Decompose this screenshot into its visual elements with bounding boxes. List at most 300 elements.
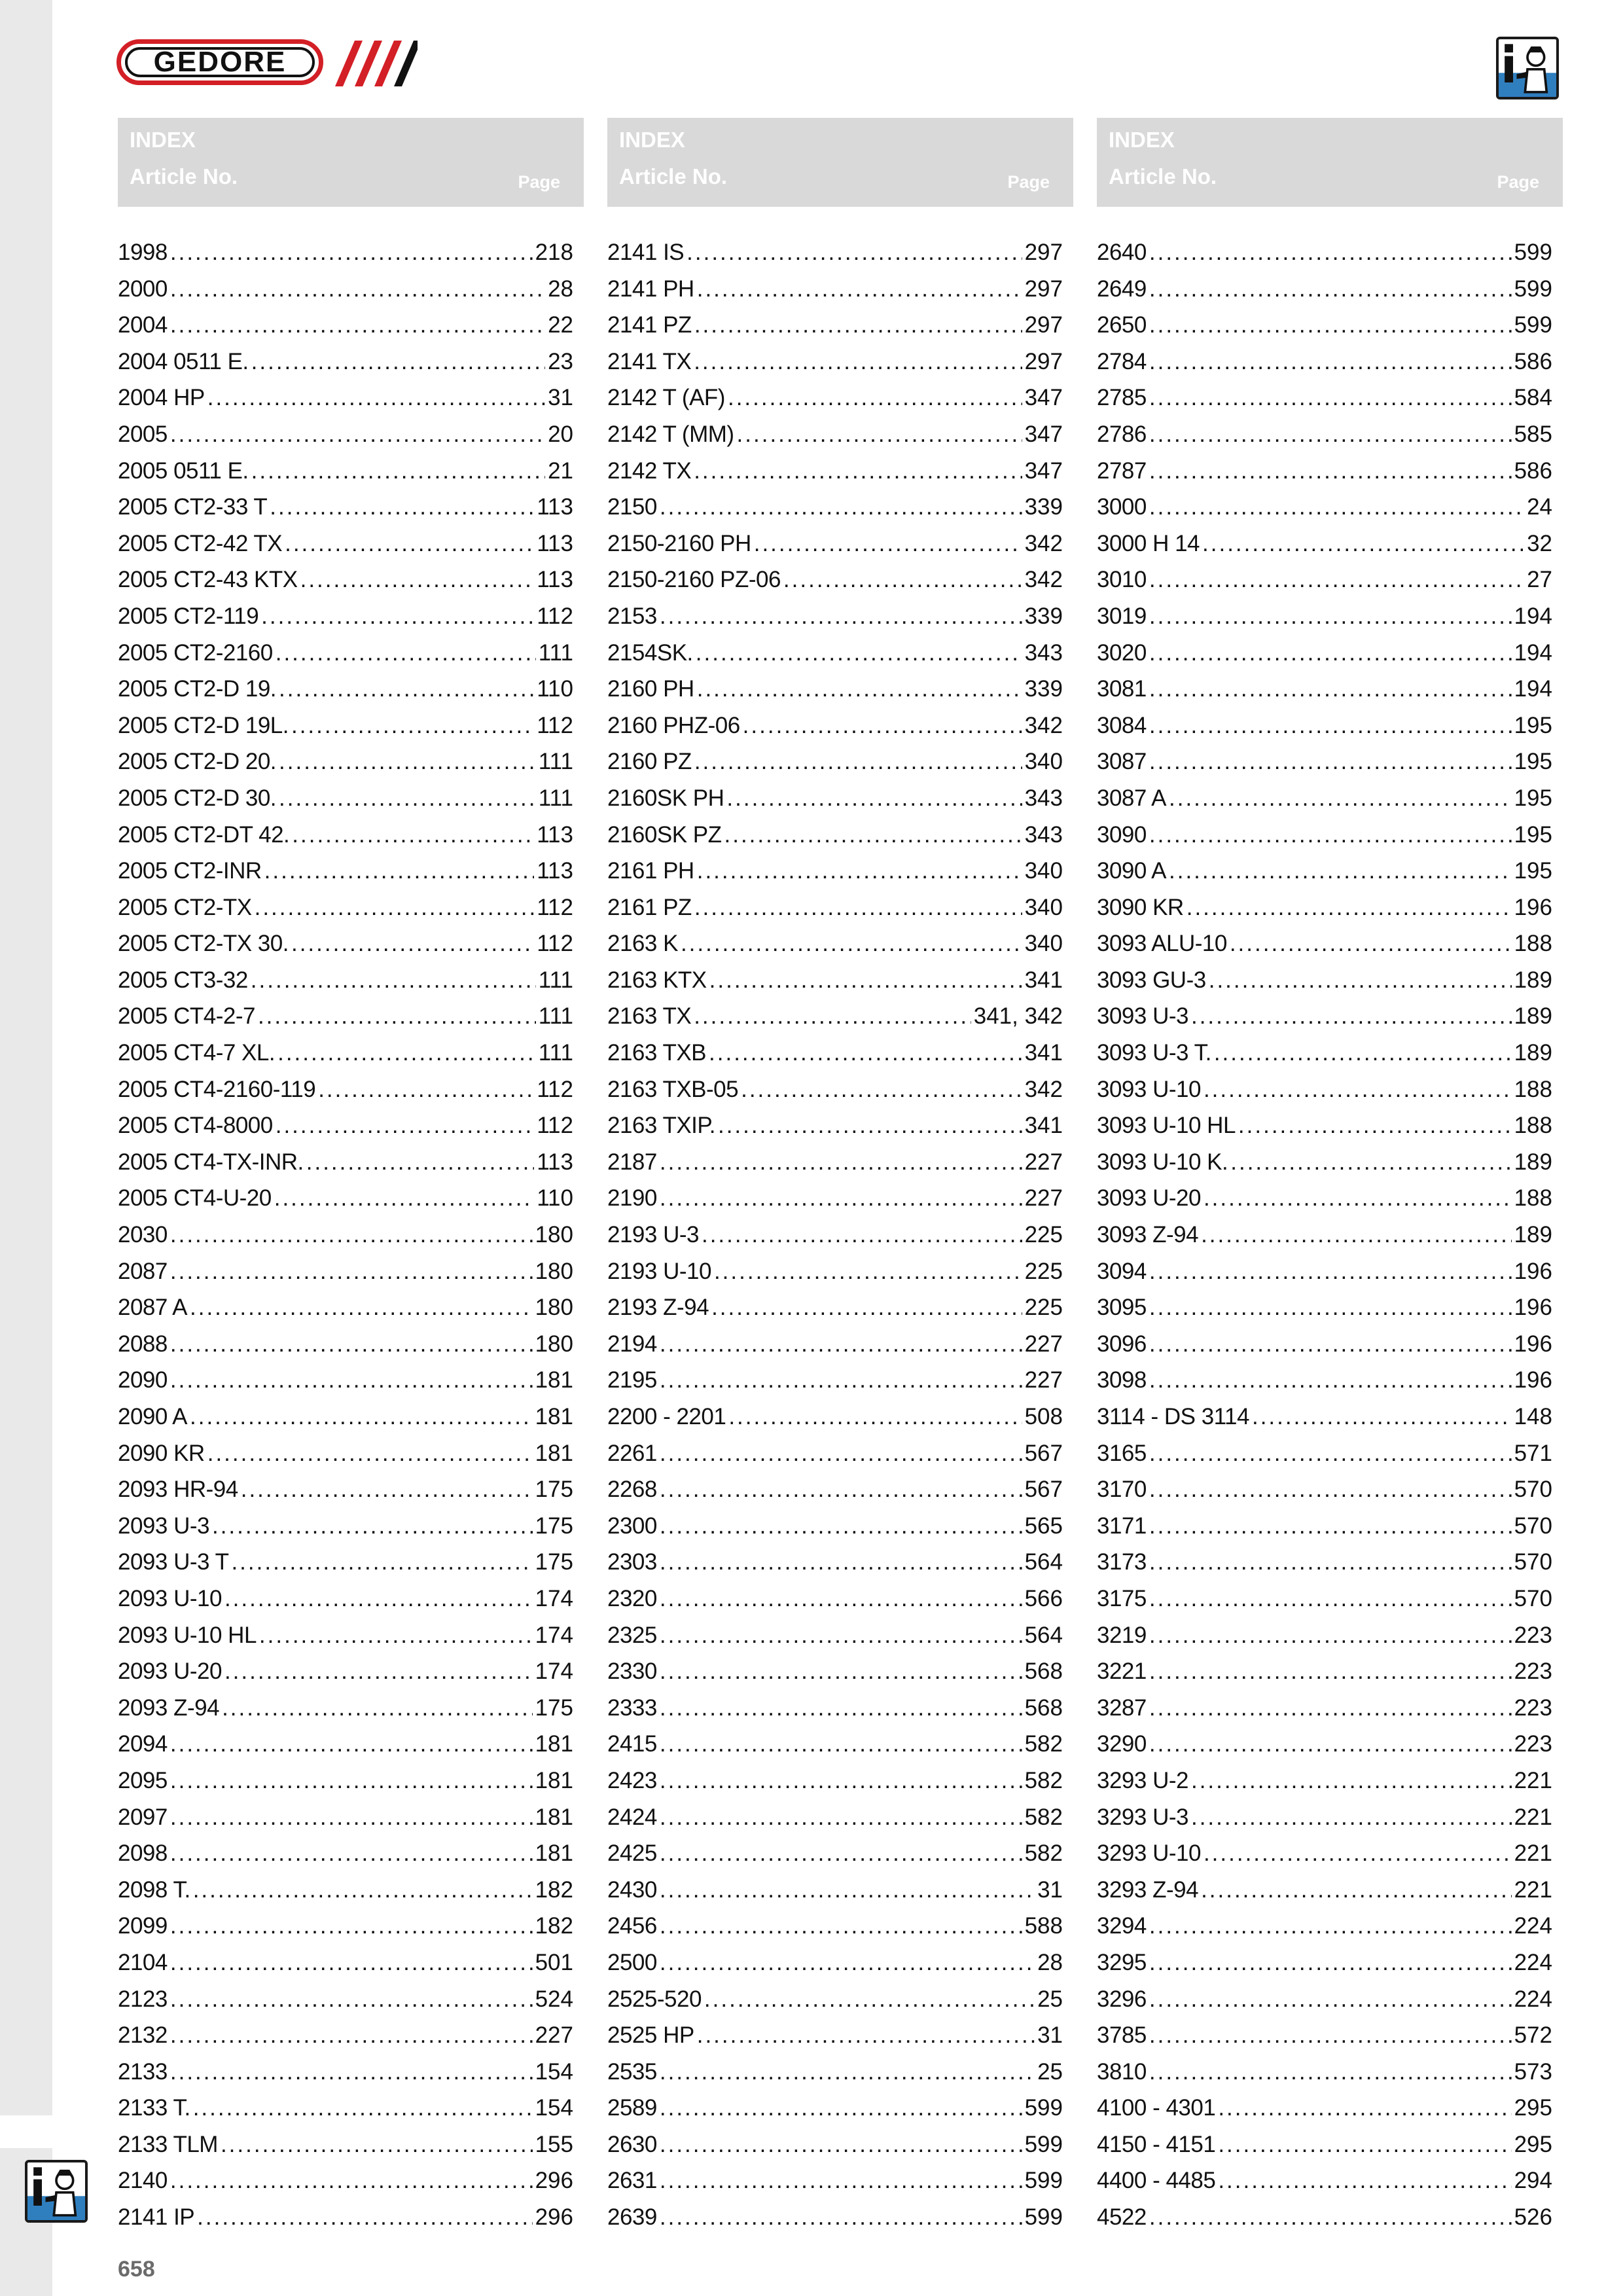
- index-entry: [118, 925, 584, 962]
- page-reference: 570: [1514, 1549, 1552, 1575]
- index-entry: [607, 1289, 1073, 1326]
- article-number: 2193 Z-94: [607, 1295, 709, 1321]
- page-reference: 21: [548, 457, 573, 484]
- page-reference: 195: [1514, 712, 1552, 738]
- dot-leader: [660, 1835, 1022, 1872]
- page-reference: 189: [1514, 1003, 1552, 1030]
- index-entry: [1097, 1763, 1563, 1799]
- header-index-label: INDEX: [1109, 128, 1175, 152]
- dot-leader: [193, 1872, 533, 1909]
- dot-leader: [694, 453, 1022, 490]
- page-reference: 20: [548, 421, 573, 447]
- article-number: 2098: [118, 1840, 168, 1867]
- dot-leader: [681, 925, 1022, 962]
- page-reference: 113: [537, 821, 573, 848]
- index-entry: [118, 307, 584, 344]
- dot-leader: [207, 1435, 533, 1472]
- dot-leader: [1218, 2126, 1511, 2163]
- page-reference: 582: [1024, 1804, 1063, 1830]
- article-number: 3293 Z-94: [1097, 1876, 1199, 1903]
- article-number: 2786: [1097, 421, 1147, 447]
- page-reference: 221: [1514, 1767, 1552, 1793]
- dot-leader: [728, 380, 1022, 416]
- article-number: 2142 T (MM): [607, 421, 734, 447]
- dot-leader: [1149, 635, 1512, 672]
- page-reference: 223: [1514, 1695, 1552, 1721]
- page-reference: 111: [538, 1003, 573, 1030]
- article-number: 2303: [607, 1549, 657, 1575]
- index-entry: [607, 1653, 1073, 1690]
- page-reference: 564: [1024, 1622, 1063, 1648]
- article-number: 2415: [607, 1731, 657, 1757]
- dot-leader: [660, 2199, 1022, 2236]
- dot-leader: [1149, 453, 1512, 490]
- article-number: 2150-2160 PH: [607, 530, 751, 556]
- article-number: 2133: [118, 2058, 168, 2085]
- article-number: 2163 TXIP.: [607, 1113, 715, 1139]
- page-reference: 599: [1024, 2168, 1063, 2194]
- article-number: 4100 - 4301: [1097, 2095, 1216, 2121]
- dot-leader: [212, 1508, 533, 1545]
- index-entry: [1097, 1071, 1563, 1108]
- page-reference: 599: [1024, 2095, 1063, 2121]
- dot-leader: [279, 780, 536, 817]
- page-reference: 110: [537, 676, 573, 702]
- info-person-icon: [25, 2160, 88, 2223]
- index-entry: [1097, 1945, 1563, 1981]
- index-entry: [607, 1763, 1073, 1799]
- index-entry: [607, 526, 1073, 562]
- page-reference: 195: [1514, 785, 1552, 811]
- article-number: 3090 A: [1097, 858, 1166, 884]
- article-number: 2423: [607, 1767, 657, 1793]
- page-reference: 342: [1024, 712, 1063, 738]
- index-entry: [607, 416, 1073, 453]
- article-number: 2649: [1097, 276, 1147, 302]
- index-entry: [607, 2199, 1073, 2236]
- article-number: 2005 CT2-119: [118, 603, 259, 629]
- page-reference: 570: [1514, 1513, 1552, 1539]
- page-reference: 189: [1514, 1149, 1552, 1175]
- article-number: 3294: [1097, 1913, 1147, 1939]
- page-reference: 154: [535, 2095, 573, 2121]
- page-reference: 196: [1514, 894, 1552, 920]
- index-entry: [118, 1107, 584, 1144]
- index-entry: [118, 1508, 584, 1545]
- article-number: 3293 U-10: [1097, 1840, 1201, 1867]
- dot-leader: [694, 344, 1022, 380]
- index-entry: [1097, 817, 1563, 853]
- page-reference: 599: [1514, 276, 1552, 302]
- page-reference: 195: [1514, 749, 1552, 775]
- page-reference: 196: [1514, 1367, 1552, 1393]
- dot-leader: [1204, 1835, 1512, 1872]
- dot-leader: [291, 925, 534, 962]
- dot-leader: [251, 962, 536, 999]
- article-number: 2005 CT4-8000: [118, 1113, 273, 1139]
- dot-leader: [276, 635, 536, 672]
- page-reference: 599: [1514, 240, 1552, 265]
- index-entry: [118, 344, 584, 380]
- article-number: 2163 TX: [607, 1003, 692, 1030]
- article-number: 2160 PZ: [607, 749, 692, 775]
- dot-leader: [1149, 1945, 1512, 1981]
- index-entry: [118, 2199, 584, 2236]
- dot-leader: [170, 271, 545, 308]
- dot-leader: [694, 889, 1022, 926]
- page-reference: 181: [535, 1840, 573, 1867]
- dot-leader: [1238, 1107, 1512, 1144]
- article-number: 2535: [607, 2058, 657, 2085]
- page-reference: 25: [1037, 2058, 1063, 2085]
- dot-leader: [170, 2162, 533, 2199]
- index-entry: [1097, 526, 1563, 562]
- page-reference: 196: [1514, 1258, 1552, 1284]
- dot-leader: [170, 1326, 533, 1363]
- index-entry: [118, 2054, 584, 2090]
- index-entry: [607, 671, 1073, 708]
- index-entry: [1097, 1471, 1563, 1508]
- index-header: [118, 118, 584, 207]
- dot-leader: [224, 1653, 533, 1690]
- index-entries: [118, 234, 584, 2236]
- dot-leader: [279, 744, 536, 780]
- article-number: 2005 CT2-D 30.: [118, 785, 277, 811]
- index-entries: [1097, 234, 1563, 2236]
- index-entry: [607, 1071, 1073, 1108]
- header-index-label: INDEX: [130, 128, 196, 152]
- page-reference: 347: [1024, 457, 1063, 484]
- article-number: 2425: [607, 1840, 657, 1867]
- page-reference: 567: [1024, 1477, 1063, 1503]
- article-number: 2195: [607, 1367, 657, 1393]
- dot-leader: [660, 1945, 1035, 1981]
- page-reference: 112: [537, 1113, 573, 1139]
- article-number: 3175: [1097, 1585, 1147, 1611]
- article-number: 2005 CT4-2-7: [118, 1003, 255, 1030]
- dot-leader: [170, 1908, 533, 1945]
- index-entry: [607, 1945, 1073, 1981]
- page-reference: 175: [535, 1477, 573, 1503]
- page-number: 658: [118, 2257, 155, 2282]
- index-entry: [118, 1544, 584, 1581]
- header-index-label: INDEX: [619, 128, 685, 152]
- article-number: 2141 TX: [607, 348, 692, 374]
- article-number: 3084: [1097, 712, 1147, 738]
- article-number: 2005 CT4-7 XL.: [118, 1040, 276, 1066]
- dot-leader: [241, 1471, 533, 1508]
- dot-leader: [1149, 1326, 1512, 1363]
- dot-leader: [170, 1763, 533, 1799]
- page-reference: 111: [538, 785, 573, 811]
- index-entry: [1097, 998, 1563, 1035]
- page-reference: 341: [1024, 967, 1063, 993]
- page-reference: 339: [1024, 603, 1063, 629]
- dot-leader: [660, 1908, 1022, 1945]
- page-reference: 341, 342: [973, 1003, 1063, 1030]
- page-reference: 155: [535, 2131, 573, 2157]
- dot-leader: [170, 1945, 533, 1981]
- page-reference: 188: [1514, 931, 1552, 957]
- article-number: 2141 IP: [118, 2204, 195, 2231]
- dot-leader: [1201, 1872, 1512, 1909]
- logo-slashes-icon: [329, 41, 418, 86]
- article-number: 2095: [118, 1767, 168, 1793]
- dot-leader: [660, 1326, 1022, 1363]
- dot-leader: [1149, 1544, 1512, 1581]
- dot-leader: [660, 1471, 1022, 1508]
- dot-leader: [660, 598, 1022, 635]
- index-entry: [118, 962, 584, 999]
- page-reference: 174: [535, 1622, 573, 1648]
- article-number: 2094: [118, 1731, 168, 1757]
- article-number: 2133 TLM: [118, 2131, 218, 2157]
- index-entry: [118, 489, 584, 526]
- index-entry: [1097, 1435, 1563, 1472]
- index-entry: [118, 526, 584, 562]
- index-entry: [118, 1872, 584, 1909]
- page-reference: 343: [1024, 821, 1063, 848]
- dot-leader: [1149, 708, 1512, 744]
- dot-leader: [660, 1763, 1022, 1799]
- index-entry: [607, 1217, 1073, 1253]
- page-reference: 585: [1514, 421, 1552, 447]
- dot-leader: [709, 1035, 1022, 1071]
- dot-leader: [170, 1362, 533, 1399]
- dot-leader: [258, 998, 536, 1035]
- index-entry: [1097, 2090, 1563, 2126]
- page-reference: 112: [537, 931, 573, 957]
- article-number: 3293 U-3: [1097, 1804, 1188, 1830]
- index-entry: [118, 635, 584, 672]
- dot-leader: [1149, 2017, 1512, 2054]
- index-entry: [607, 1581, 1073, 1617]
- dot-leader: [193, 2090, 533, 2126]
- article-number: 3010: [1097, 567, 1147, 593]
- dot-leader: [222, 1690, 533, 1727]
- index-column-3: [1097, 118, 1563, 2236]
- index-entry: [607, 1035, 1073, 1071]
- index-entry: [607, 1908, 1073, 1945]
- page-reference: 508: [1024, 1404, 1063, 1429]
- page-reference: 224: [1514, 1949, 1552, 1975]
- dot-leader: [170, 1981, 533, 2018]
- index-entry: [1097, 1617, 1563, 1654]
- dot-leader: [741, 1071, 1022, 1108]
- article-number: 3093 Z-94: [1097, 1222, 1199, 1248]
- index-entries: [607, 234, 1073, 2236]
- dot-leader: [190, 1399, 533, 1435]
- page-reference: 588: [1024, 1913, 1063, 1939]
- page-reference: 340: [1024, 894, 1063, 920]
- article-number: 3093 U-20: [1097, 1185, 1201, 1211]
- dot-leader: [207, 380, 545, 416]
- article-number: 2005 CT4-TX-INR.: [118, 1149, 304, 1175]
- index-entry: [607, 853, 1073, 889]
- index-entry: [607, 1544, 1073, 1581]
- index-entry: [607, 1399, 1073, 1435]
- dot-leader: [1149, 234, 1512, 271]
- index-entry: [1097, 1180, 1563, 1217]
- dot-leader: [702, 1217, 1022, 1253]
- article-number: 3093 U-3 T.: [1097, 1040, 1211, 1066]
- dot-leader: [1202, 526, 1524, 562]
- index-entry: [607, 234, 1073, 271]
- index-entry: [607, 344, 1073, 380]
- index-entry: [1097, 635, 1563, 672]
- index-entry: [607, 780, 1073, 817]
- dot-leader: [1149, 1908, 1512, 1945]
- article-number: 2005 CT3-32: [118, 967, 248, 993]
- index-entry: [607, 1726, 1073, 1763]
- page-reference: 110: [537, 1185, 573, 1211]
- dot-leader: [660, 2126, 1022, 2163]
- dot-leader: [1191, 998, 1512, 1035]
- dot-leader: [1149, 817, 1512, 853]
- page-reference: 227: [535, 2022, 573, 2049]
- page-reference: 227: [1024, 1149, 1063, 1175]
- article-number: 3093 U-10 HL: [1097, 1113, 1236, 1139]
- page-reference: 339: [1024, 494, 1063, 520]
- article-number: 2330: [607, 1659, 657, 1685]
- dot-leader: [1252, 1399, 1512, 1435]
- index-entry: [1097, 307, 1563, 344]
- dot-leader: [1149, 598, 1512, 635]
- article-number: 2098 T.: [118, 1876, 190, 1903]
- index-entry: [118, 562, 584, 598]
- index-entry: [118, 1799, 584, 1836]
- index-entry: [1097, 1326, 1563, 1363]
- page-reference: 24: [1527, 494, 1552, 520]
- left-margin-strip: [0, 0, 52, 2296]
- article-number: 2193 U-3: [607, 1222, 699, 1248]
- dot-leader: [1149, 344, 1512, 380]
- article-number: 2005: [118, 421, 168, 447]
- page-reference: 196: [1514, 1331, 1552, 1357]
- index-entry: [118, 1071, 584, 1108]
- article-number: 3219: [1097, 1622, 1147, 1648]
- page-reference: 25: [1037, 1986, 1063, 2012]
- index-entry: [1097, 1581, 1563, 1617]
- article-number: 2630: [607, 2131, 657, 2157]
- header-article-label: Article No.: [130, 164, 238, 188]
- article-number: 2093 Z-94: [118, 1695, 220, 1721]
- page-reference: 22: [548, 312, 573, 338]
- dot-leader: [1149, 1435, 1512, 1472]
- index-entry: [607, 1981, 1073, 2018]
- article-number: 2300: [607, 1513, 657, 1539]
- index-entry: [118, 1471, 584, 1508]
- article-number: 2161 PH: [607, 858, 694, 884]
- page-reference: 571: [1514, 1440, 1552, 1466]
- article-number: 2005 CT2-D 20.: [118, 749, 277, 775]
- index-entry: [1097, 1289, 1563, 1326]
- dot-leader: [1149, 416, 1512, 453]
- dot-leader: [1149, 1471, 1512, 1508]
- dot-leader: [697, 2017, 1035, 2054]
- dot-leader: [1149, 1653, 1512, 1690]
- index-entry: [607, 1362, 1073, 1399]
- dot-leader: [1149, 1508, 1512, 1545]
- dot-leader: [660, 1653, 1022, 1690]
- dot-leader: [170, 416, 545, 453]
- index-entry: [607, 2162, 1073, 2199]
- page-reference: 227: [1024, 1367, 1063, 1393]
- article-number: 2093 U-20: [118, 1659, 222, 1685]
- article-number: 3114 - DS 3114: [1097, 1404, 1249, 1429]
- dot-leader: [291, 708, 534, 744]
- article-number: 2525-520: [607, 1986, 702, 2012]
- dot-leader: [221, 2126, 533, 2163]
- index-entry: [118, 1908, 584, 1945]
- dot-leader: [1191, 1763, 1512, 1799]
- dot-leader: [197, 2199, 532, 2236]
- article-number: 3096: [1097, 1331, 1147, 1357]
- dot-leader: [251, 344, 545, 380]
- article-number: 3785: [1097, 2022, 1147, 2049]
- index-entry: [607, 1180, 1073, 1217]
- article-number: 3000 H 14: [1097, 530, 1200, 556]
- index-entry: [1097, 962, 1563, 999]
- page-reference: 112: [537, 894, 573, 920]
- article-number: 2004 HP: [118, 385, 205, 411]
- page-reference: 181: [535, 1731, 573, 1757]
- article-number: 2005 CT2-D 19L.: [118, 712, 289, 738]
- dot-leader: [1149, 1253, 1512, 1290]
- page-reference: 221: [1514, 1840, 1552, 1867]
- page-reference: 568: [1024, 1695, 1063, 1721]
- index-entry: [1097, 1253, 1563, 1290]
- index-entry: [607, 744, 1073, 780]
- dot-leader: [660, 2054, 1035, 2090]
- page-reference: 342: [1024, 530, 1063, 556]
- article-number: 4150 - 4151: [1097, 2131, 1216, 2157]
- article-number: 2325: [607, 1622, 657, 1648]
- page-reference: 188: [1514, 1076, 1552, 1102]
- page-reference: 570: [1514, 1477, 1552, 1503]
- index-entry: [607, 1253, 1073, 1290]
- page-reference: 221: [1514, 1876, 1552, 1903]
- index-entry: [118, 234, 584, 271]
- index-entry: [1097, 2017, 1563, 2054]
- page-reference: 524: [535, 1986, 573, 2012]
- article-number: 3290: [1097, 1731, 1147, 1757]
- dot-leader: [170, 2017, 533, 2054]
- article-number: 2187: [607, 1149, 657, 1175]
- page-reference: 573: [1514, 2058, 1552, 2085]
- article-number: 3019: [1097, 603, 1147, 629]
- dot-leader: [728, 1399, 1022, 1435]
- page-reference: 189: [1514, 1040, 1552, 1066]
- article-number: 2030: [118, 1222, 168, 1248]
- page-reference: 181: [535, 1367, 573, 1393]
- index-entry: [1097, 744, 1563, 780]
- index-entry: [607, 380, 1073, 416]
- article-number: 2163 TXB-05: [607, 1076, 739, 1102]
- article-number: 1998: [118, 240, 168, 265]
- page-reference: 568: [1024, 1659, 1063, 1685]
- dot-leader: [718, 1107, 1022, 1144]
- page-reference: 182: [535, 1876, 573, 1903]
- page-reference: 342: [1024, 1076, 1063, 1102]
- article-number: 2333: [607, 1695, 657, 1721]
- page-reference: 223: [1514, 1659, 1552, 1685]
- dot-leader: [660, 1544, 1022, 1581]
- dot-leader: [687, 234, 1022, 271]
- page-reference: 582: [1024, 1767, 1063, 1793]
- page-reference: 182: [535, 1913, 573, 1939]
- index-entry: [1097, 344, 1563, 380]
